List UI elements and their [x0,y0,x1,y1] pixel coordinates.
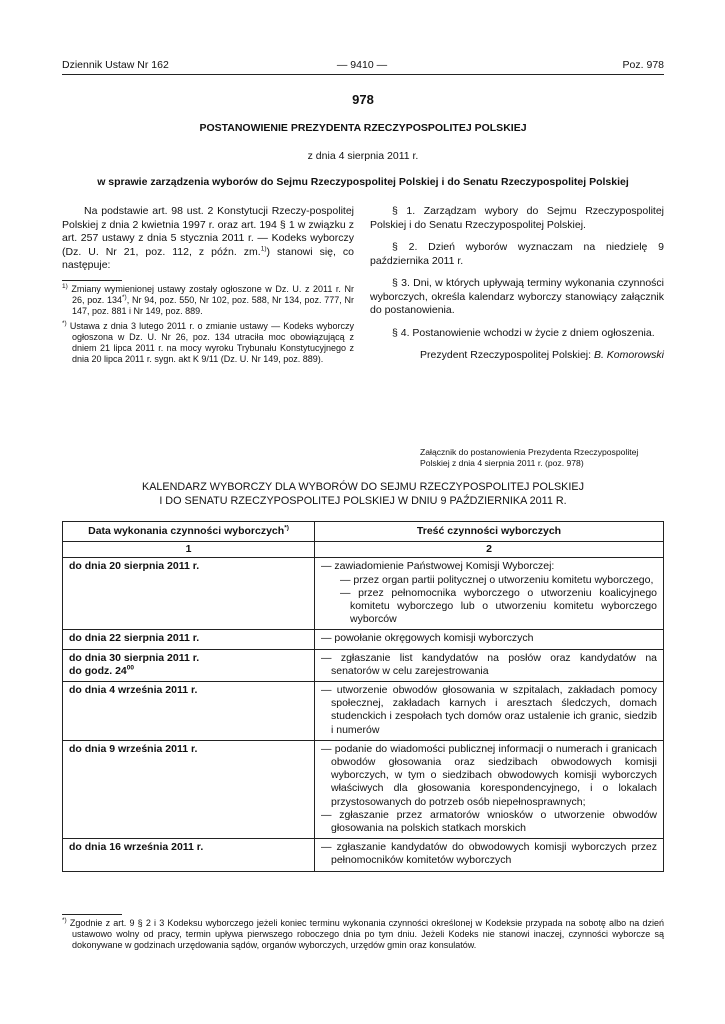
list-item: — zgłaszanie list kandydatów na posłów oraz kandydatów na senatorów w celu zarejestrowania [321,651,657,677]
table-number-row [63,542,664,558]
list-item: — przez pełnomocnika wyborczego o utworzeniu koalicyjnego komitetu wyborczego lub o utworzeniu komitetu wyborczego wyborców [340,586,657,626]
running-header-journal: Dziennik Ustaw Nr 162 [62,59,169,71]
header-divider [62,74,664,75]
paragraph-2: § 2. Dzień wyborów wyznaczam na niedzielę 9 października 2011 r. [370,241,664,267]
column-number-1: 1 [63,542,315,558]
list-item: — podanie do wiadomości publicznej informacji o numerach i granicach obwodów głosowania oraz siedzibach obwodowych komisji wyborczych, w tym o siedzibach obwodowych komisji wyborczych właściwych dla głosowania korespondencyjnego, i o lokalach przystosowanych do potrzeb osób niepełnosprawnych; [321,742,657,808]
preamble [62,205,354,273]
annex-note: Załącznik do postanowienia Prezydenta Rzeczypospolitej Polskiej z dnia 4 sierpnia 2011 r. (poz. 978) [420,447,639,468]
row-activity [315,630,664,649]
document-title: POSTANOWIENIE PREZYDENTA RZECZYPOSPOLITEJ POLSKIEJ [199,122,527,134]
footnote-2: *) Ustawa z dnia 3 lutego 2011 r. o zmianie ustawy — Kodeks wyborczy ogłoszona w Dz. U. Nr 26, poz. 134 utraciła moc obowiązującą z dniem 21 lipca 2011 r. na mocy wyroku Trybunału Konstytucyjnego z dnia 20 lipca 2011 r. sygn. akt K 9/11 (Dz. U. Nr 149, poz. 889). [62,320,354,364]
list-item: — zgłaszanie kandydatów do obwodowych komisji wyborczych przez pełnomocników komitetów wyborczych [321,841,657,867]
footnote-ref: 1) [260,245,267,252]
list-item: — powołanie okręgowych komisji wyborczych [321,632,534,645]
bottom-footnote-divider [62,914,122,915]
table-row [63,649,664,681]
table-row [63,682,664,741]
running-header-page-number: — 9410 — [336,59,388,71]
list-item: — zgłaszanie przez armatorów wniosków o utworzenie obwodów głosowania na polskich statkach morskich [321,808,657,835]
table-row [63,740,664,838]
table-header-row [63,522,664,542]
row-date: do dnia 4 września 2011 r. [63,682,315,741]
row-date: do dnia 30 sierpnia 2011 r. do godz. $24^{00}$ [63,649,315,681]
paragraph-3: § 3. Dni, w których upływają terminy wykonania czynności wyborczych, określa kalendarz wyborczy stanowiący załącznik do postanowienia. [370,277,664,316]
preamble-text: Na podstawie art. 98 ust. 2 Konstytucji Rzeczy-pospolitej Polskiej z dnia 2 kwietnia 1997 r. oraz art. 194 § 1 w związku z art. 257 ustawy z dnia 5 stycznia 2011 r. — Kodeks wyborczy (Dz. U. Nr 21, poz. 112, z późn. zm. [62,205,354,258]
list-item: — przez organ partii politycznej o utworzeniu komitetu wyborczego, [340,573,654,586]
list-item: — zawiadomienie Państwowej Komisji Wyborczej: [321,560,555,573]
row-date: do dnia 20 sierpnia 2011 r. [63,558,315,630]
paragraph-4: § 4. Postanowienie wchodzi w życie z dniem ogłoszenia. [392,326,655,339]
running-header-position: Poz. 978 [622,59,664,71]
calendar-title [62,481,664,508]
row-date: do dnia 16 września 2011 r. [63,839,315,871]
bottom-footnote-mark: *) [62,917,67,924]
row-activity [315,682,664,741]
row-activity [315,740,664,838]
column-number-2: 2 [315,542,664,558]
row-date: do dnia 22 sierpnia 2011 r. [63,630,315,649]
table-row [63,558,664,630]
row-activity [315,649,664,681]
calendar-title-line-1: KALENDARZ WYBORCZY DLA WYBORÓW DO SEJMU RZECZYPOSPOLITEJ POLSKIEJ [142,481,584,493]
table-row [63,839,664,871]
paragraph-1: § 1. Zarządzam wybory do Sejmu Rzeczypospolitej Polskiej i do Senatu Rzeczypospolitej Polskiej. [370,205,664,231]
bottom-footnote-text: Zgodnie z art. 9 § 2 i 3 Kodeksu wyborczego jeżeli koniec terminu wykonania czynności określonej w Kodeksie przypada na sobotę albo na dzień ustawowo wolny od pracy, termin upływa pierwszego roboczego dnia po tym dniu. Jeżeli Kodeks nie stanowi inaczej, czynności wyborcze są dokonywane w godzinach urzędowania sądów, organów wyborczych, urzędów gmin oraz konsulatów. [69,918,664,950]
calendar-title-line-2: I DO SENATU RZECZYPOSPOLITEJ POLSKIEJ W DNIU 9 PAŹDZIERNIKA 2011 R. [159,494,567,507]
signature-label: Prezydent Rzeczypospolitej Polskiej: [420,349,592,361]
bottom-footnote [62,918,664,951]
footnotes [62,284,354,365]
signature [370,349,664,363]
header-date: Data wykonania czynności wyborczych*) [63,522,315,542]
document-date: z dnia 4 sierpnia 2011 r. [307,150,419,162]
signature-name: B. Komorowski [593,349,664,361]
calendar-table [62,521,664,872]
row-activity [315,839,664,871]
paragraphs [370,205,664,363]
row-activity [315,558,664,630]
header-activity: Treść czynności wyborczych [315,522,664,542]
footnote-divider [62,280,122,281]
preamble-tail: ) stanowi się, co następuje: [62,245,355,271]
footnote-1: $^{1)}$ Zmiany wymienionej ustawy zostały ogłoszone w Dz. U. z 2011 r. Nr 26, poz. 134*), Nr 94, poz. 550, Nr 102, poz. 588, Nr 134, poz. 777, Nr 147, poz. 881 i Nr 149, poz. 889. [62,283,354,316]
row-date: do dnia 9 września 2011 r. [63,740,315,838]
document-number: 978 [352,92,374,107]
table-row [63,630,664,649]
document-subject: w sprawie zarządzenia wyborów do Sejmu Rzeczypospolitej Polskiej i do Senatu Rzeczypospolitej Polskiej [97,176,629,188]
list-item: — utworzenie obwodów głosowania w szpitalach, zakładach pomocy społecznej, zakładach karnych i aresztach śledczych, domach studenckich i zespołach tych domów oraz ustalenie ich granic, siedzib i numerów [321,684,657,736]
